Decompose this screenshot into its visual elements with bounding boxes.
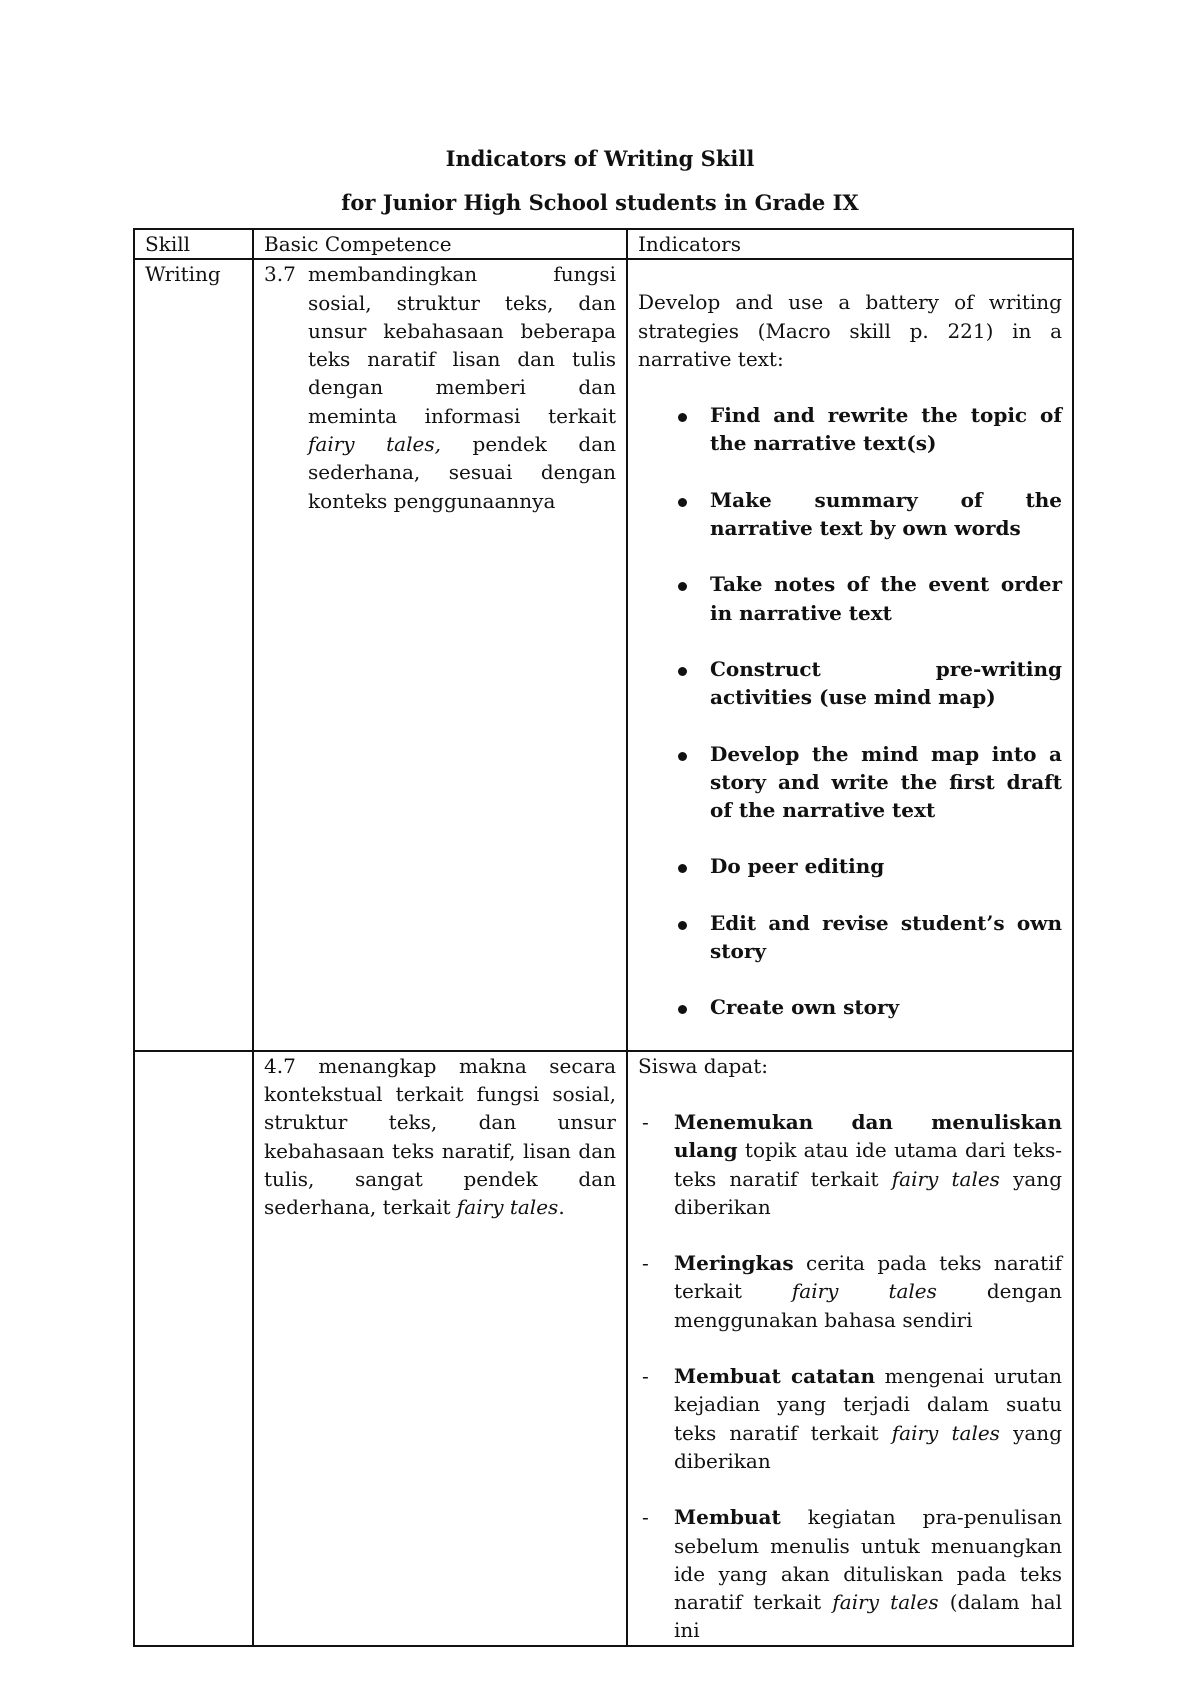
table-row	[134, 1051, 1073, 1646]
indicator-bullet-list	[638, 401, 1062, 1021]
list-item: - Membuat kegiatan pra-penulisan sebelum menulis untuk menuangkan ide yang akan dituliskan pada teks naratif terkait fairy tales (dalam hal ini	[642, 1505, 1062, 1643]
bullet-icon	[678, 413, 687, 422]
dash-icon: -	[642, 1251, 649, 1276]
bullet-icon	[678, 921, 687, 930]
bullet-icon	[678, 582, 687, 591]
indicators-cell	[627, 1051, 1073, 1646]
list-item: Develop the mind map into a story and write the first draft of the narrative text	[638, 740, 1062, 825]
header-skill: Skill	[134, 229, 253, 259]
competence-text: membandingkan fungsi sosial, struktur teks, dan unsur kebahasaan beberapa teks naratif lisan dan tulis dengan memberi dan meminta informasi terkait fairy tales, pendek dan sederhana, sesuai dengan konteks penggunaannya	[308, 262, 616, 513]
list-item: Construct pre-writing activities (use mind map)	[638, 655, 1062, 712]
skill-cell-empty	[134, 1051, 253, 1646]
dash-icon: -	[642, 1364, 649, 1389]
bullet-icon	[678, 864, 687, 873]
bullet-icon	[678, 752, 687, 761]
document-title: Indicators of Writing Skill	[445, 146, 755, 171]
bullet-icon	[678, 498, 687, 507]
header-indicators: Indicators	[627, 229, 1073, 259]
indicators-intro: Siswa dapat:	[638, 1053, 768, 1078]
list-item: Make summary of the narrative text by own words	[638, 486, 1062, 543]
dash-icon: -	[642, 1505, 649, 1530]
indicators-intro: Develop and use a battery of writing strategies (Macro skill p. 221) in a narrative text:	[638, 290, 1062, 371]
table-header-row	[134, 229, 1073, 259]
list-item: Take notes of the event order in narrative text	[638, 570, 1062, 627]
list-item: - Menemukan dan menuliskan ulang topik atau ide utama dari teks-teks naratif terkait fairy tales yang diberikan	[642, 1109, 1062, 1219]
dash-icon: -	[642, 1109, 649, 1134]
list-item: Edit and revise student’s own story	[638, 909, 1062, 966]
list-item: Create own story	[638, 993, 1062, 1021]
competence-cell: 4.7 menangkap makna secara kontekstual terkait fungsi sosial, struktur teks, dan unsur kebahasaan teks naratif, lisan dan tulis, sangat pendek dan sederhana, terkait fairy tales.	[253, 1051, 627, 1646]
skill-cell: Writing	[134, 259, 253, 1050]
indicators-cell	[627, 259, 1073, 1050]
list-item: - Meringkas cerita pada teks naratif terkait fairy tales dengan menggunakan bahasa sendiri	[642, 1251, 1062, 1332]
competence-cell	[253, 259, 627, 1050]
indicators-table	[133, 228, 1074, 1647]
competence-number: 3.7	[264, 262, 296, 287]
header-basic-competence: Basic Competence	[253, 229, 627, 259]
list-item: Do peer editing	[638, 852, 1062, 880]
indicator-dash-list	[638, 1108, 1062, 1645]
list-item: - Membuat catatan mengenai urutan kejadian yang terjadi dalam suatu teks naratif terkait fairy tales yang diberikan	[642, 1364, 1062, 1473]
table-row	[134, 259, 1073, 1050]
bullet-icon	[678, 667, 687, 676]
list-item: Find and rewrite the topic of the narrative text(s)	[638, 401, 1062, 458]
bullet-icon	[678, 1005, 687, 1014]
document-subtitle: for Junior High School students in Grade IX	[341, 190, 859, 215]
